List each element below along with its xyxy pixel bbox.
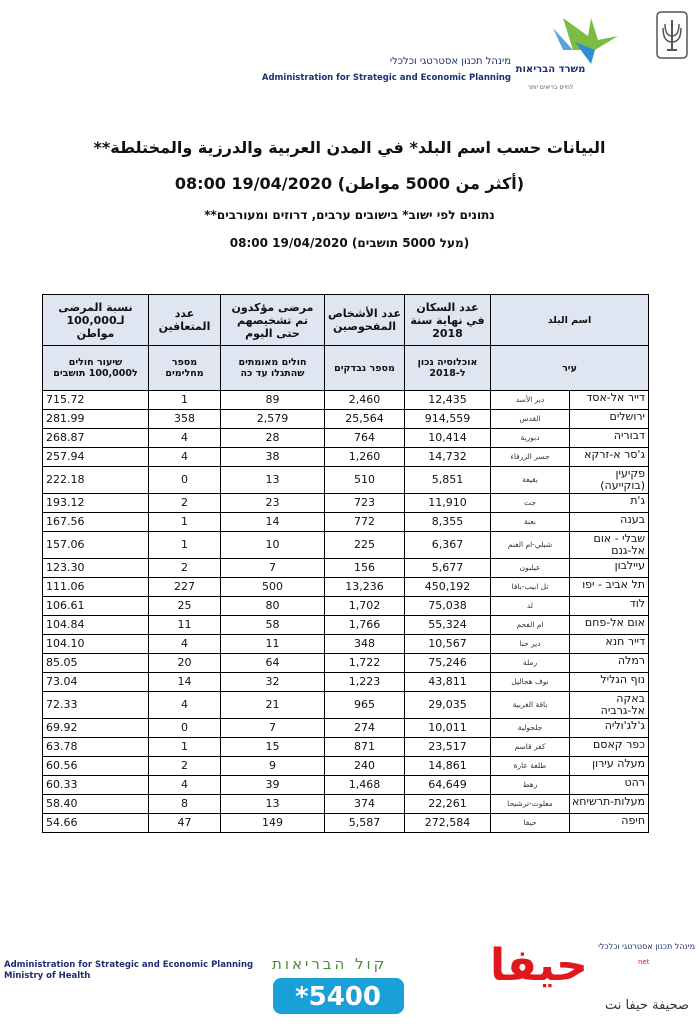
cell-city-hebrew: אום אל-פחם — [569, 616, 648, 634]
cell-confirmed: 500 — [221, 578, 325, 597]
cell-confirmed: 9 — [221, 757, 325, 776]
hotline-badge — [272, 977, 405, 1015]
haifa-department-text: מינהל תכנון אסטרטגי וכלכלי — [598, 942, 695, 951]
cell-rate: 60.56 — [43, 757, 149, 776]
ministry-logo-subtitle: לחיים בריאים יותר — [527, 84, 574, 91]
cell-city-hebrew: מעלות-תרשיחא — [569, 795, 648, 813]
table-row — [43, 448, 649, 467]
haifa-net-watermark — [490, 940, 695, 1024]
cell-rate: 60.33 — [43, 776, 149, 795]
cell-recovered: 47 — [149, 814, 221, 833]
department-name-english: Administration for Strategic and Economic Planning — [261, 73, 511, 83]
cell-city-arabic: دير الأسد — [515, 395, 545, 404]
haifa-net-label: net — [638, 958, 650, 966]
table-row — [43, 578, 649, 597]
cell-city — [491, 410, 649, 429]
cell-confirmed: 7 — [221, 559, 325, 578]
cell-recovered: 0 — [149, 719, 221, 738]
cell-tested: 5,587 — [325, 814, 405, 833]
table-row — [43, 410, 649, 429]
cell-rate: 72.33 — [43, 692, 149, 719]
cell-population: 272,584 — [405, 814, 491, 833]
col-header-recovered-he: מספר מחלימים — [149, 346, 221, 391]
cell-rate: 104.10 — [43, 635, 149, 654]
cell-tested: 764 — [325, 429, 405, 448]
cell-tested: 871 — [325, 738, 405, 757]
cell-recovered: 14 — [149, 673, 221, 692]
cell-population: 5,677 — [405, 559, 491, 578]
cell-city-hebrew: פקיעין (בוקייעה) — [569, 467, 648, 493]
cell-recovered: 0 — [149, 467, 221, 494]
cell-tested: 25,564 — [325, 410, 405, 429]
footer-ministry: Ministry of Health — [4, 971, 91, 981]
cell-city-arabic: القدس — [519, 414, 541, 423]
cell-tested: 2,460 — [325, 391, 405, 410]
cell-population: 10,011 — [405, 719, 491, 738]
cell-population: 10,414 — [405, 429, 491, 448]
cell-city — [491, 719, 649, 738]
cell-rate: 58.40 — [43, 795, 149, 814]
cell-confirmed: 15 — [221, 738, 325, 757]
hotline-number: *5400 — [295, 982, 381, 1012]
cell-confirmed: 21 — [221, 692, 325, 719]
cell-city-arabic: جت — [523, 498, 536, 507]
cell-population: 43,811 — [405, 673, 491, 692]
cell-city-arabic: معلوت-ترشيحا — [507, 799, 553, 808]
cell-city — [491, 467, 649, 494]
cell-city-hebrew: ג'ת — [569, 494, 648, 512]
cell-city — [491, 578, 649, 597]
cell-population: 22,261 — [405, 795, 491, 814]
cell-population: 11,910 — [405, 494, 491, 513]
cell-city — [491, 494, 649, 513]
cell-city-hebrew: רהט — [569, 776, 648, 794]
table-body — [43, 391, 649, 833]
cell-city-arabic: جسر الزرقاء — [510, 452, 550, 461]
table-row — [43, 738, 649, 757]
cell-city — [491, 654, 649, 673]
table-row — [43, 391, 649, 410]
table-row — [43, 776, 649, 795]
cell-city-arabic: بقيعة — [522, 475, 538, 484]
cell-city-arabic: شبلي-ام الغنم — [507, 540, 553, 549]
cell-population: 55,324 — [405, 616, 491, 635]
cell-recovered: 2 — [149, 757, 221, 776]
table-row — [43, 654, 649, 673]
cell-population: 5,851 — [405, 467, 491, 494]
col-header-recovered-ar: عدد المتعافين — [149, 295, 221, 346]
cell-rate: 257.94 — [43, 448, 149, 467]
cell-tested: 374 — [325, 795, 405, 814]
cell-recovered: 4 — [149, 429, 221, 448]
cell-rate: 85.05 — [43, 654, 149, 673]
cell-city-arabic: حيفا — [523, 818, 537, 827]
footer-department: Administration for Strategic and Economic Planning — [4, 960, 254, 970]
cell-city — [491, 776, 649, 795]
cell-rate: 69.92 — [43, 719, 149, 738]
kol-habriut-label: קול הבריאות — [272, 955, 388, 973]
col-header-tested-he: מספר נבדקים — [325, 346, 405, 391]
page-header — [0, 0, 699, 100]
cell-tested: 1,766 — [325, 616, 405, 635]
col-header-rate-he: שיעור חולים ל100,000 תושבים — [43, 346, 149, 391]
cell-city — [491, 616, 649, 635]
cell-population: 914,559 — [405, 410, 491, 429]
col-header-city-he: עיר — [491, 346, 649, 391]
cell-rate: 193.12 — [43, 494, 149, 513]
cell-city-hebrew: דבוריה — [569, 429, 648, 447]
cell-city-hebrew: לוד — [569, 597, 648, 615]
cell-rate: 106.61 — [43, 597, 149, 616]
cell-city-arabic: عيلبون — [519, 563, 541, 572]
cell-tested: 723 — [325, 494, 405, 513]
cell-city-hebrew: מעלה עירון — [569, 757, 648, 775]
table-row — [43, 692, 649, 719]
cell-tested: 156 — [325, 559, 405, 578]
table-row — [43, 559, 649, 578]
cell-tested: 1,722 — [325, 654, 405, 673]
cell-confirmed: 64 — [221, 654, 325, 673]
cell-recovered: 4 — [149, 692, 221, 719]
table-row — [43, 757, 649, 776]
cell-recovered: 11 — [149, 616, 221, 635]
col-header-population-he: אוכלוסיה נכון ל-2018 — [405, 346, 491, 391]
cell-tested: 13,236 — [325, 578, 405, 597]
cell-city-arabic: دير حنا — [519, 639, 541, 648]
state-emblem-icon — [655, 10, 689, 62]
cell-recovered: 1 — [149, 532, 221, 559]
cell-tested: 348 — [325, 635, 405, 654]
cell-confirmed: 13 — [221, 467, 325, 494]
cell-recovered: 4 — [149, 635, 221, 654]
subtitle-arabic: (أكثر من 5000 مواطن) 19/04/2020 08:00 — [174, 174, 525, 193]
cell-confirmed: 38 — [221, 448, 325, 467]
cell-recovered: 227 — [149, 578, 221, 597]
cell-rate: 222.18 — [43, 467, 149, 494]
cell-population: 14,861 — [405, 757, 491, 776]
table-row — [43, 597, 649, 616]
cell-city — [491, 738, 649, 757]
table-row — [43, 795, 649, 814]
cell-confirmed: 10 — [221, 532, 325, 559]
cell-city-arabic: كفر قاسم — [514, 742, 546, 751]
cell-city-arabic: تل ابيب-يافا — [511, 582, 549, 591]
table-row — [43, 429, 649, 448]
table-row — [43, 635, 649, 654]
cell-city-hebrew: נוף הגליל — [569, 673, 648, 691]
cell-city-hebrew: חיפה — [569, 814, 648, 832]
table-header-row-arabic — [43, 295, 649, 346]
table-row — [43, 673, 649, 692]
cell-population: 75,246 — [405, 654, 491, 673]
cell-confirmed: 39 — [221, 776, 325, 795]
cell-rate: 54.66 — [43, 814, 149, 833]
cell-city-hebrew: תל אביב - יפו — [569, 578, 648, 596]
cell-population: 450,192 — [405, 578, 491, 597]
cell-city-arabic: نوف هجاليل — [511, 677, 549, 686]
cell-city — [491, 559, 649, 578]
cell-confirmed: 89 — [221, 391, 325, 410]
cell-confirmed: 28 — [221, 429, 325, 448]
cell-confirmed: 7 — [221, 719, 325, 738]
cell-tested: 274 — [325, 719, 405, 738]
cell-tested: 772 — [325, 513, 405, 532]
cell-recovered: 20 — [149, 654, 221, 673]
cell-population: 6,367 — [405, 532, 491, 559]
table-row — [43, 814, 649, 833]
cell-city — [491, 429, 649, 448]
cell-tested: 1,223 — [325, 673, 405, 692]
cell-population: 10,567 — [405, 635, 491, 654]
cell-city-arabic: ام الفحم — [516, 620, 544, 629]
col-header-city-ar: اسم البلد — [491, 295, 649, 346]
cell-rate: 167.56 — [43, 513, 149, 532]
cell-confirmed: 149 — [221, 814, 325, 833]
cell-city-hebrew: רמלה — [569, 654, 648, 672]
table-row — [43, 616, 649, 635]
col-header-rate-ar: نسبة المرضى لـ100,000 مواطن — [43, 295, 149, 346]
cell-rate: 281.99 — [43, 410, 149, 429]
cell-city-arabic: بعنة — [524, 517, 536, 526]
table-row — [43, 719, 649, 738]
cell-tested: 965 — [325, 692, 405, 719]
cell-tested: 225 — [325, 532, 405, 559]
ministry-of-health-logo — [533, 6, 628, 90]
cell-city-hebrew: כפר קאסם — [569, 738, 648, 756]
cell-recovered: 4 — [149, 448, 221, 467]
cell-city-arabic: لد — [526, 601, 534, 610]
cell-rate: 104.84 — [43, 616, 149, 635]
cell-rate: 73.04 — [43, 673, 149, 692]
cell-confirmed: 2,579 — [221, 410, 325, 429]
cell-city-hebrew: דייר חנא — [569, 635, 648, 653]
subtitle-hebrew: (מעל 5000 תושבים) 19/04/2020 08:00 — [229, 236, 470, 250]
cell-population: 8,355 — [405, 513, 491, 532]
cell-population: 23,517 — [405, 738, 491, 757]
cell-confirmed: 13 — [221, 795, 325, 814]
cell-tested: 1,468 — [325, 776, 405, 795]
table-row — [43, 467, 649, 494]
cell-city — [491, 692, 649, 719]
cell-rate: 63.78 — [43, 738, 149, 757]
city-data-table — [42, 294, 649, 833]
cell-recovered: 25 — [149, 597, 221, 616]
cell-city — [491, 757, 649, 776]
table-row — [43, 513, 649, 532]
cell-rate: 268.87 — [43, 429, 149, 448]
cell-population: 64,649 — [405, 776, 491, 795]
haifa-subtitle: صحيفة حيفا نت — [604, 998, 689, 1013]
cell-recovered: 1 — [149, 513, 221, 532]
cell-city-hebrew: בענה — [569, 513, 648, 531]
cell-city — [491, 673, 649, 692]
cell-rate: 157.06 — [43, 532, 149, 559]
title-arabic: البيانات حسب اسم البلد* في المدن العربية والدرزية والمختلطة** — [93, 138, 606, 157]
cell-city-hebrew: דייר אל-אסד — [569, 391, 648, 409]
cell-city-arabic: دبورية — [520, 433, 540, 442]
cell-population: 29,035 — [405, 692, 491, 719]
cell-recovered: 8 — [149, 795, 221, 814]
cell-tested: 1,702 — [325, 597, 405, 616]
cell-recovered: 2 — [149, 494, 221, 513]
cell-population: 14,732 — [405, 448, 491, 467]
ministry-logo-text: משרד הבריאות — [515, 64, 586, 75]
cell-city-arabic: جلجولية — [517, 723, 543, 732]
col-header-tested-ar: عدد الأشخاص المفحوصين — [325, 295, 405, 346]
col-header-confirmed-he: חולים מאומתים שהתגלו עד כה — [221, 346, 325, 391]
cell-recovered: 1 — [149, 738, 221, 757]
cell-population: 12,435 — [405, 391, 491, 410]
department-name-hebrew: מינהל תכנון אסטרטגי וכלכלי — [389, 56, 511, 67]
cell-confirmed: 11 — [221, 635, 325, 654]
cell-city-arabic: باقة الغربية — [512, 700, 548, 709]
title-hebrew: נתונים לפי ישוב* בישובים ערבים, דרוזים ומעורבים** — [204, 208, 495, 222]
cell-city — [491, 795, 649, 814]
cell-recovered: 4 — [149, 776, 221, 795]
cell-city-hebrew: ג'לג'וליה — [569, 719, 648, 737]
cell-city-arabic: رملة — [522, 658, 538, 667]
table-header-row-hebrew — [43, 346, 649, 391]
cell-recovered: 1 — [149, 391, 221, 410]
cell-city-hebrew: באקה אל-גרביה — [569, 692, 648, 718]
cell-rate: 111.06 — [43, 578, 149, 597]
cell-confirmed: 14 — [221, 513, 325, 532]
cell-tested: 510 — [325, 467, 405, 494]
cell-city-arabic: رهط — [522, 780, 538, 789]
cell-tested: 1,260 — [325, 448, 405, 467]
cell-city-hebrew: ג'סר א-זרקא — [569, 448, 648, 466]
cell-city-hebrew: שבלי - אום אל-גנם — [569, 532, 648, 558]
col-header-population-ar: عدد السكان في نهاية سنة 2018 — [405, 295, 491, 346]
cell-city-arabic: طلعة عارة — [513, 761, 547, 770]
cell-city-hebrew: ירושלים — [569, 410, 648, 428]
cell-recovered: 2 — [149, 559, 221, 578]
cell-city — [491, 597, 649, 616]
cell-city — [491, 448, 649, 467]
cell-confirmed: 32 — [221, 673, 325, 692]
col-header-confirmed-ar: مرضى مؤكدون تم تشخيصهم حتى اليوم — [221, 295, 325, 346]
cell-population: 75,038 — [405, 597, 491, 616]
cell-confirmed: 80 — [221, 597, 325, 616]
cell-city — [491, 814, 649, 833]
table-row — [43, 494, 649, 513]
cell-city — [491, 635, 649, 654]
cell-confirmed: 23 — [221, 494, 325, 513]
cell-recovered: 358 — [149, 410, 221, 429]
cell-rate: 123.30 — [43, 559, 149, 578]
footer-english — [4, 960, 253, 982]
cell-city-hebrew: עיילבון — [569, 559, 648, 577]
cell-tested: 240 — [325, 757, 405, 776]
haifa-logo: حيفا — [490, 940, 588, 991]
cell-confirmed: 58 — [221, 616, 325, 635]
cell-city — [491, 391, 649, 410]
table-row — [43, 532, 649, 559]
cell-city — [491, 532, 649, 559]
cell-city — [491, 513, 649, 532]
cell-rate: 715.72 — [43, 391, 149, 410]
